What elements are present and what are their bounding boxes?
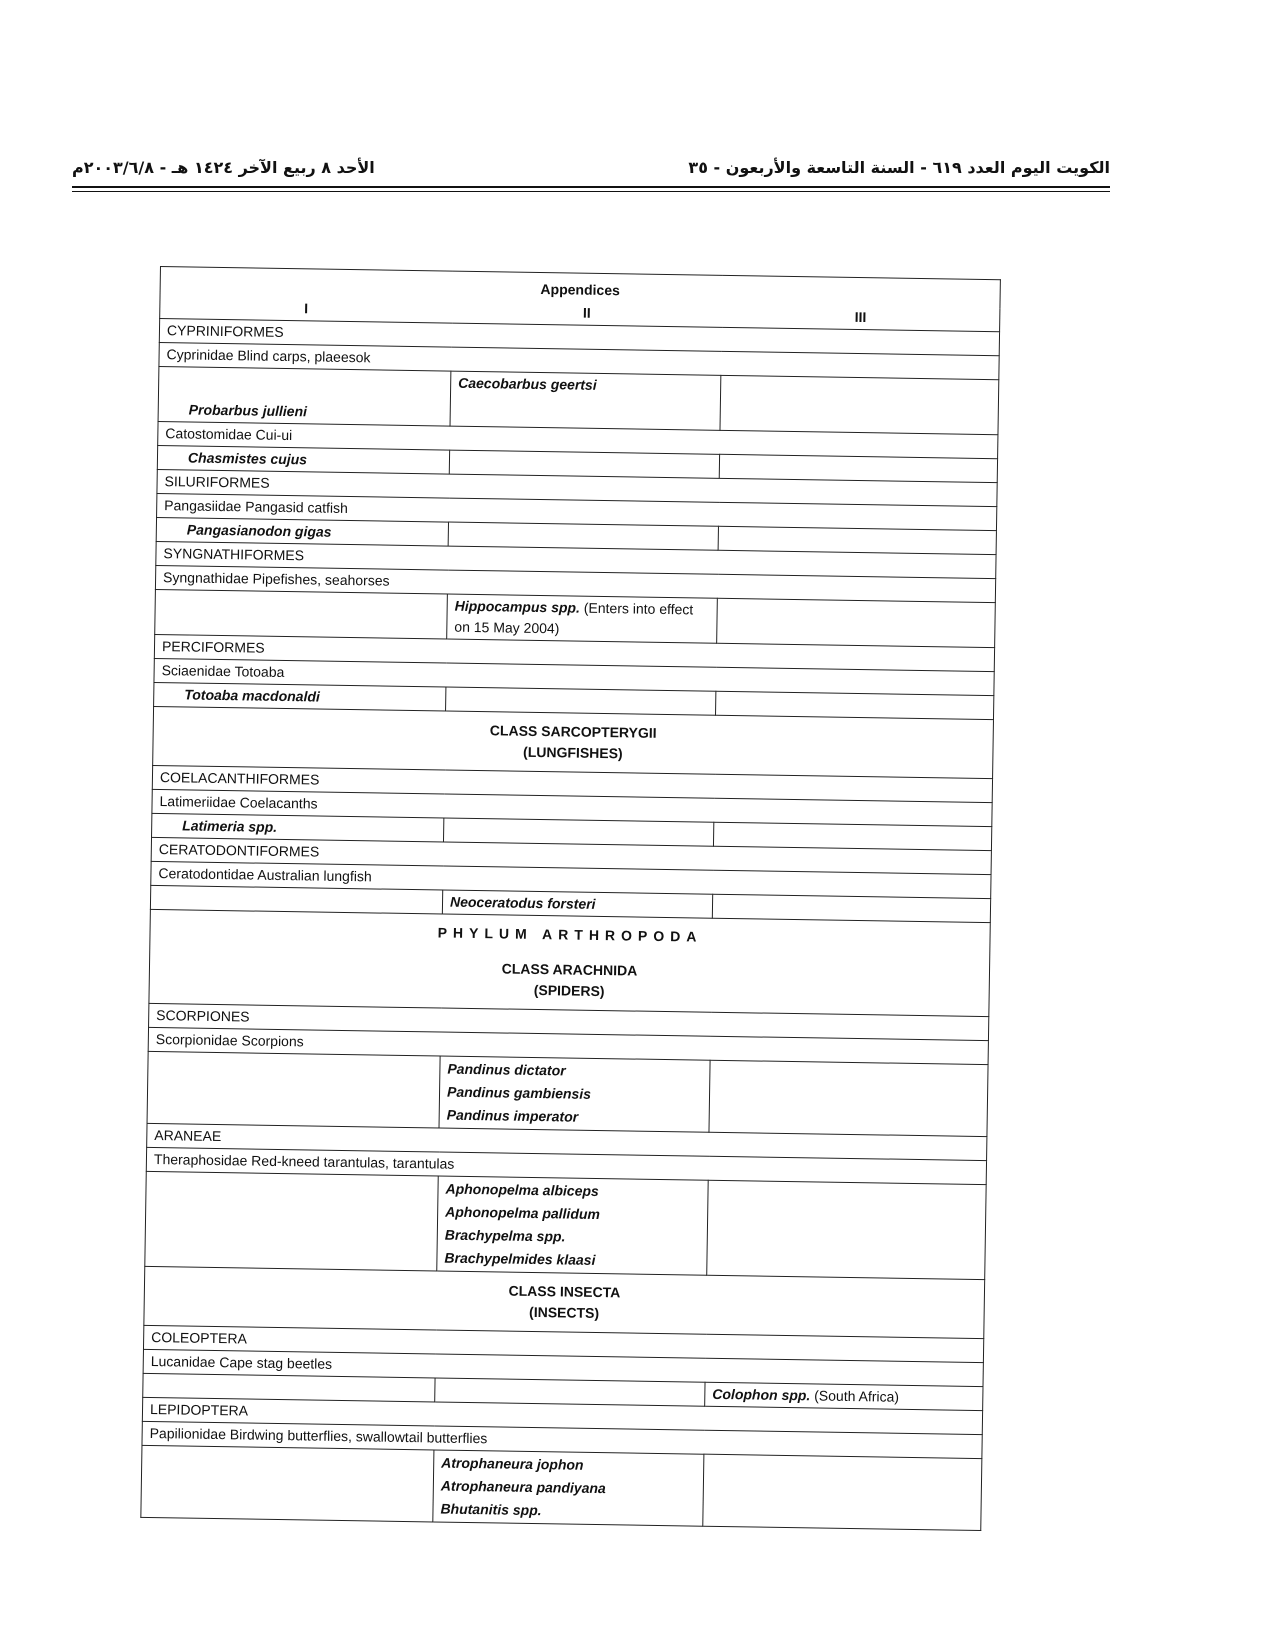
order-label: ARANEAE: [147, 1123, 987, 1160]
species-name: Hippocampus spp.: [454, 597, 581, 616]
species-name: Colophon spp.: [712, 1385, 811, 1404]
column-header-ii: II: [452, 300, 722, 328]
appendices-table: [140, 266, 1001, 1531]
table-title: Appendices: [160, 267, 1000, 309]
family-label: Latimeriidae Coelacanths: [152, 789, 992, 826]
species-name: Chasmistes cujus: [187, 449, 308, 468]
species-cell-iii: [709, 1060, 988, 1136]
phylum-heading-row: [149, 909, 990, 1016]
column-header-iii: III: [722, 304, 1000, 332]
class-common-name: (LUNGFISHES): [523, 743, 623, 762]
phylum-name: PHYLUM ARTHROPODA: [437, 924, 703, 945]
species-name: Pangasianodon gigas: [186, 521, 332, 540]
family-label: Pangasiidae Pangasid catfish: [157, 493, 997, 530]
species-name: Aphonopelma pallidum: [445, 1203, 601, 1223]
species-cell-iii: [707, 1180, 986, 1279]
species-name: Probarbus jullieni: [188, 401, 308, 420]
species-cell-i: [147, 1051, 440, 1128]
order-label: PERCIFORMES: [154, 634, 994, 671]
order-label: COELACANTHIFORMES: [152, 765, 992, 802]
class-name: CLASS INSECTA: [508, 1282, 621, 1301]
family-label: Sciaenidae Totoaba: [154, 658, 994, 695]
family-label: Scorpionidae Scorpions: [148, 1027, 988, 1064]
header-issue-info: الكويت اليوم العدد ٦١٩ - السنة التاسعة والأربعون - ٣٥: [688, 158, 1110, 177]
species-cell-iii: [717, 598, 996, 647]
species-note: (South Africa): [814, 1387, 900, 1405]
species-name: Brachypelmides klaasi: [444, 1249, 596, 1268]
order-label: SYNGNATHIFORMES: [156, 541, 996, 578]
species-name: Neoceratodus forsteri: [449, 893, 596, 912]
family-label: Cyprinidae Blind carps, plaeesok: [159, 342, 999, 379]
species-row: [141, 1445, 982, 1530]
species-name: Totoaba macdonaldi: [184, 686, 320, 705]
order-label: SCORPIONES: [149, 1003, 989, 1040]
order-label: COLEOPTERA: [143, 1325, 983, 1362]
class-name: CLASS SARCOPTERYGII: [489, 722, 657, 741]
species-name: Pandinus imperator: [446, 1106, 579, 1125]
order-label: SILURIFORMES: [157, 469, 997, 506]
species-name: Aphonopelma albiceps: [445, 1180, 599, 1200]
species-cell-ii: [433, 1450, 704, 1526]
species-cell-ii: [447, 594, 718, 643]
species-cell-i: [155, 589, 448, 639]
species-name: Atrophaneura jophon: [441, 1454, 584, 1473]
species-name: Atrophaneura pandiyana: [440, 1477, 606, 1497]
species-cell-i: [158, 366, 451, 426]
family-label: Syngnathidae Pipefishes, seahorses: [155, 565, 995, 602]
order-label: LEPIDOPTERA: [142, 1397, 982, 1434]
class-common-name: (INSECTS): [528, 1303, 600, 1322]
family-label: Theraphosidae Red-kneed tarantulas, tarantulas: [146, 1147, 986, 1184]
species-row: [145, 1171, 986, 1279]
page-header: [72, 150, 1110, 192]
header-rule: [72, 186, 1110, 188]
species-name: Caecobarbus geertsi: [458, 374, 597, 393]
family-label: Papilionidae Birdwing butterflies, swallowtail butterflies: [142, 1421, 982, 1458]
family-label: Catostomidae Cui-ui: [158, 421, 998, 458]
species-cell-iii: [703, 1454, 982, 1530]
order-label: CERATODONTIFORMES: [151, 837, 991, 874]
column-header-i: I: [160, 295, 452, 323]
class-name: CLASS ARACHNIDA: [501, 960, 638, 979]
species-name: Pandinus dictator: [447, 1060, 566, 1079]
species-name: Bhutanitis spp.: [440, 1500, 542, 1519]
species-row: [147, 1051, 988, 1136]
species-name: Brachypelma spp.: [444, 1226, 566, 1245]
header-rule-thin: [72, 191, 1110, 192]
species-cell-i: [141, 1445, 434, 1522]
family-label: Lucanidae Cape stag beetles: [143, 1349, 983, 1386]
family-label: Ceratodontidae Australian lungfish: [151, 861, 991, 898]
species-note: (Enters into effect on 15 May 2004): [454, 599, 694, 637]
species-cell-ii: [450, 371, 721, 430]
species-cell-iii: [720, 375, 999, 434]
species-cell-i: [145, 1171, 438, 1271]
species-name: Pandinus gambiensis: [446, 1083, 592, 1102]
species-name: Latimeria spp.: [182, 817, 278, 835]
header-date: الأحد ٨ ربيع الآخر ١٤٢٤ هـ - ٢٠٠٣/٦/٨م: [72, 158, 375, 177]
species-cell-ii: [437, 1176, 708, 1275]
phylum-heading: [149, 909, 990, 1016]
class-common-name: (SPIDERS): [533, 981, 605, 1000]
species-cell-ii: [439, 1056, 710, 1132]
order-label: CYPRINIFORMES: [159, 319, 999, 356]
